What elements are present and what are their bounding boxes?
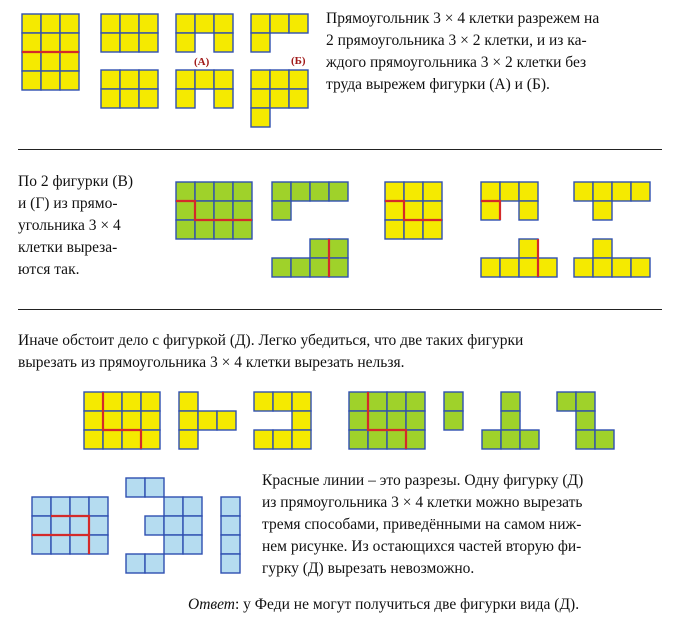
grid-cell xyxy=(51,497,70,516)
rect-green-d xyxy=(349,392,425,449)
grid-cell xyxy=(444,392,463,411)
grid-cell xyxy=(481,201,500,220)
grid-cell xyxy=(126,554,145,573)
grid-cell xyxy=(84,411,103,430)
figure-d-g2 xyxy=(482,392,539,449)
grid-cell xyxy=(41,71,60,90)
figure-d-g3 xyxy=(557,392,614,449)
grid-cell xyxy=(22,71,41,90)
grid-cell xyxy=(221,535,240,554)
grid-cell xyxy=(214,89,233,108)
grid-cell xyxy=(349,411,368,430)
grid-cell xyxy=(387,392,406,411)
grid-cell xyxy=(60,33,79,52)
grid-cell xyxy=(198,411,217,430)
grid-cell xyxy=(195,182,214,201)
grid-cell xyxy=(195,220,214,239)
grid-cell xyxy=(176,70,195,89)
divider-1 xyxy=(18,149,662,150)
rect-yellow-d xyxy=(84,392,160,449)
grid-cell xyxy=(176,182,195,201)
grid-cell xyxy=(272,258,291,277)
grid-cell xyxy=(221,554,240,573)
grid-cell xyxy=(519,258,538,277)
grid-cell xyxy=(500,258,519,277)
grid-cell xyxy=(101,89,120,108)
grid-cell xyxy=(251,89,270,108)
grid-cell xyxy=(179,430,198,449)
grid-cell xyxy=(139,14,158,33)
grid-cell xyxy=(145,478,164,497)
grid-cell xyxy=(385,201,404,220)
grid-cell xyxy=(103,411,122,430)
grid-cell xyxy=(101,14,120,33)
grid-cell xyxy=(139,89,158,108)
grid-cell xyxy=(310,239,329,258)
grid-cell xyxy=(576,411,595,430)
section2-text: По 2 фигурки (В) и (Г) из прямо- угольника 3 × 4 клетки выреза- ются так. xyxy=(18,173,134,278)
rect-3x2-top xyxy=(101,14,158,52)
grid-cell xyxy=(145,554,164,573)
grid-cell xyxy=(251,108,270,127)
grid-cell xyxy=(501,411,520,430)
grid-cell xyxy=(70,497,89,516)
grid-cell xyxy=(195,201,214,220)
figure-d-y1 xyxy=(179,392,236,449)
grid-cell xyxy=(51,516,70,535)
grid-cell xyxy=(214,220,233,239)
grid-cell xyxy=(368,430,387,449)
grid-cell xyxy=(233,182,252,201)
grid-cell xyxy=(273,430,292,449)
grid-cell xyxy=(101,70,120,89)
grid-cell xyxy=(214,70,233,89)
grid-cell xyxy=(404,201,423,220)
grid-cell xyxy=(329,182,348,201)
grid-cell xyxy=(139,70,158,89)
grid-cell xyxy=(385,220,404,239)
grid-cell xyxy=(292,392,311,411)
grid-cell xyxy=(41,52,60,71)
grid-cell xyxy=(631,258,650,277)
figure-b-bottom xyxy=(251,70,308,127)
grid-cell xyxy=(519,182,538,201)
grid-cell xyxy=(593,201,612,220)
grid-cell xyxy=(233,220,252,239)
grid-cell xyxy=(89,497,108,516)
grid-cell xyxy=(593,239,612,258)
divider-2 xyxy=(18,309,662,310)
grid-cell xyxy=(538,258,557,277)
grid-cell xyxy=(349,430,368,449)
grid-cell xyxy=(631,182,650,201)
grid-cell xyxy=(289,89,308,108)
grid-cell xyxy=(101,33,120,52)
grid-cell xyxy=(310,182,329,201)
grid-cell xyxy=(41,14,60,33)
answer-text: : у Феди не могут получиться две фигурки вида (Д). xyxy=(234,596,580,613)
grid-cell xyxy=(423,201,442,220)
grid-cell xyxy=(120,70,139,89)
grid-cell xyxy=(70,516,89,535)
rect-3x2-bottom xyxy=(101,70,158,108)
figure-v-1 xyxy=(272,182,348,220)
grid-cell xyxy=(273,392,292,411)
figure-d-b3 xyxy=(221,497,240,573)
grid-cell xyxy=(176,14,195,33)
grid-cell xyxy=(176,220,195,239)
grid-cell xyxy=(251,33,270,52)
grid-cell xyxy=(60,14,79,33)
grid-cell xyxy=(164,516,183,535)
grid-cell xyxy=(254,430,273,449)
grid-cell xyxy=(444,411,463,430)
grid-cell xyxy=(176,33,195,52)
grid-cell xyxy=(349,392,368,411)
grid-cell xyxy=(214,14,233,33)
grid-cell xyxy=(183,516,202,535)
grid-cell xyxy=(60,71,79,90)
grid-cell xyxy=(501,430,520,449)
grid-cell xyxy=(272,182,291,201)
grid-cell xyxy=(519,201,538,220)
figure-b-top xyxy=(251,14,308,52)
grid-cell xyxy=(291,258,310,277)
grid-cell xyxy=(404,220,423,239)
grid-cell xyxy=(251,70,270,89)
rect-blue-d xyxy=(32,497,108,554)
grid-cell xyxy=(423,220,442,239)
grid-cell xyxy=(481,182,500,201)
grid-cell xyxy=(501,392,520,411)
grid-cell xyxy=(423,182,442,201)
grid-cell xyxy=(270,14,289,33)
grid-cell xyxy=(122,392,141,411)
grid-cell xyxy=(217,411,236,430)
grid-cell xyxy=(84,430,103,449)
grid-cell xyxy=(103,430,122,449)
grid-cell xyxy=(139,33,158,52)
grid-cell xyxy=(233,201,252,220)
grid-cell xyxy=(60,52,79,71)
grid-cell xyxy=(291,182,310,201)
grid-cell xyxy=(176,201,195,220)
figure-v-2 xyxy=(272,239,348,277)
grid-cell xyxy=(387,411,406,430)
grid-cell xyxy=(519,239,538,258)
grid-cell xyxy=(84,392,103,411)
label-b: (Б) xyxy=(291,55,306,67)
grid-cell xyxy=(22,33,41,52)
grid-cell xyxy=(574,258,593,277)
grid-cell xyxy=(593,258,612,277)
grid-cell xyxy=(406,392,425,411)
grid-cell xyxy=(164,497,183,516)
grid-cell xyxy=(122,411,141,430)
grid-cell xyxy=(500,182,519,201)
section3-text: Иначе обстоит дело с фигуркой (Д). Легко убедиться, что две таких фигурки вырезать из прямоугольника 3 × 4 клетки вырезать нельзя. xyxy=(18,332,524,371)
section1-text: Прямоугольник 3 × 4 клетки разрежем на 2 прямоугольника 3 × 2 клетки, и из ка- ждого прямоугольника 3 × 2 клетки без труда вырежем фигурки (А) и (Б). xyxy=(326,10,600,93)
grid-cell xyxy=(221,497,240,516)
grid-cell xyxy=(329,258,348,277)
grid-cell xyxy=(292,430,311,449)
rect-yellow-cut xyxy=(385,182,442,239)
grid-cell xyxy=(141,411,160,430)
grid-cell xyxy=(574,182,593,201)
grid-cell xyxy=(329,239,348,258)
grid-cell xyxy=(404,182,423,201)
grid-cell xyxy=(520,430,539,449)
figure-d-b1 xyxy=(126,478,164,497)
figure-a-top xyxy=(176,14,233,52)
grid-cell xyxy=(70,535,89,554)
grid-cell xyxy=(214,182,233,201)
grid-cell xyxy=(406,430,425,449)
grid-cell xyxy=(368,411,387,430)
grid-cell xyxy=(89,516,108,535)
grid-cell xyxy=(289,14,308,33)
grid-cell xyxy=(22,14,41,33)
figure-g-3 xyxy=(481,239,557,277)
grid-cell xyxy=(593,182,612,201)
grid-cell xyxy=(183,497,202,516)
grid-cell xyxy=(612,258,631,277)
grid-cell xyxy=(179,392,198,411)
grid-cell xyxy=(251,14,270,33)
grid-cell xyxy=(612,182,631,201)
grid-cell xyxy=(557,392,576,411)
grid-cell xyxy=(122,430,141,449)
grid-cell xyxy=(270,70,289,89)
grid-cell xyxy=(214,33,233,52)
figure-g-2 xyxy=(574,182,650,220)
rect-green-cut xyxy=(176,182,252,239)
grid-cell xyxy=(179,411,198,430)
grid-cell xyxy=(195,70,214,89)
grid-cell xyxy=(176,89,195,108)
grid-cell xyxy=(254,392,273,411)
grid-cell xyxy=(145,516,164,535)
grid-cell xyxy=(385,182,404,201)
grid-cell xyxy=(270,89,289,108)
grid-cell xyxy=(576,430,595,449)
grid-cell xyxy=(272,201,291,220)
figure-d-y2 xyxy=(254,392,311,449)
grid-cell xyxy=(103,392,122,411)
grid-cell xyxy=(576,392,595,411)
grid-cell xyxy=(89,535,108,554)
grid-cell xyxy=(141,392,160,411)
grid-cell xyxy=(164,535,183,554)
grid-cell xyxy=(310,258,329,277)
label-a: (А) xyxy=(194,56,210,68)
answer-label: Ответ xyxy=(188,596,235,613)
figure-a-bottom xyxy=(176,70,233,108)
section4-text: Красные линии – это разрезы. Одну фигурку (Д) из прямоугольника 3 × 4 клетки можно вырезать тремя способами, приведёнными на самом ниж- нем рисунке. Из остающихся частей вторую фи- гурку (Д) вырезать невозможно. xyxy=(262,472,584,577)
grid-cell xyxy=(126,478,145,497)
grid-cell xyxy=(221,516,240,535)
grid-cell xyxy=(595,430,614,449)
grid-cell xyxy=(387,430,406,449)
grid-cell xyxy=(120,33,139,52)
grid-cell xyxy=(214,201,233,220)
grid-cell xyxy=(406,411,425,430)
grid-cell xyxy=(120,14,139,33)
grid-cell xyxy=(32,535,51,554)
grid-cell xyxy=(120,89,139,108)
grid-cell xyxy=(368,392,387,411)
grid-cell xyxy=(481,258,500,277)
grid-cell xyxy=(51,535,70,554)
grid-cell xyxy=(482,430,501,449)
grid-cell xyxy=(32,497,51,516)
grid-cell xyxy=(22,52,41,71)
grid-cell xyxy=(195,14,214,33)
answer xyxy=(188,596,579,614)
grid-cell xyxy=(183,535,202,554)
figure-g-4 xyxy=(574,239,650,277)
grid-cell xyxy=(41,33,60,52)
grid-cell xyxy=(32,516,51,535)
grid-cell xyxy=(292,411,311,430)
grid-cell xyxy=(289,70,308,89)
grid-cell xyxy=(141,430,160,449)
figure-d-b4 xyxy=(126,554,164,573)
figure-d-g1 xyxy=(444,392,463,430)
figure-d-b2 xyxy=(145,497,202,554)
